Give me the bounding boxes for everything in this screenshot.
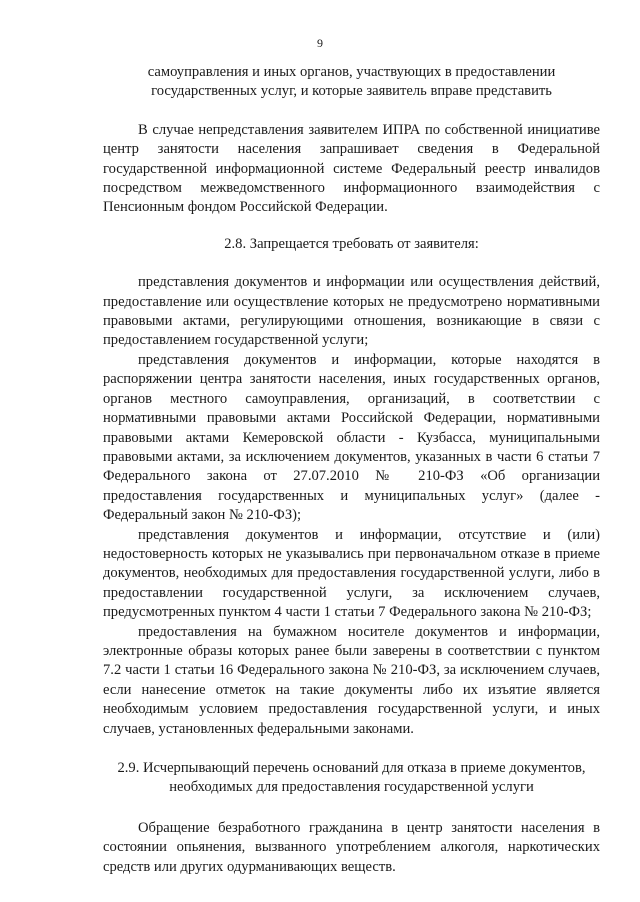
page-number: 9 [317, 36, 323, 50]
list-item-prohibition-3: представления документов и информации, отсутствие и (или) недостоверность которых не указывались при первоначальном отказе в приеме документов, необходимых для предоставления государственной услуги, либо в предоставлении государственной услуги, за исключением случаев, предусмотренных пунктом 4 части 1 статьи 7 Федерального закона № 210-ФЗ; [103, 526, 600, 621]
list-item-prohibition-1: представления документов и информации или осуществления действий, предоставление или осуществление которых не предусмотрено нормативными правовыми актами, регулирующими отношения, возникающие в связи с предоставлением государственной услуги; [103, 274, 600, 349]
list-item-prohibition-4: предоставления на бумажном носителе документов и информации, электронные образы которых ранее были заверены в соответствии с пунктом 7.2 части 1 статьи 16 Федерального закона № 210-ФЗ, за исключением случаев, если нанесение отметок на такие документы либо их изъятие является необходимым условием предоставления государственной услуги, и иных случаев, установленных федеральными законами. [103, 623, 600, 737]
paragraph-ipra-request: В случае непредставления заявителем ИПРА по собственной инициативе центр занятости населения запрашивает сведения в Федеральной государственной информационной системе Федеральный реестр инвалидов посредством межведомственного информационного взаимодействия с Пенсионным фондом Российской Федерации. [103, 121, 600, 216]
section-2-9-heading-line-1: 2.9. Исчерпывающий перечень оснований для отказа в приеме документов, [117, 760, 586, 776]
section-2-8-heading: 2.8. Запрещается требовать от заявителя: [224, 235, 479, 252]
section-2-9-heading-line-2: необходимых для предоставления государственной услуги [169, 779, 534, 796]
paragraph-refusal-ground: Обращение безработного гражданина в центр занятости населения в состоянии опьянения, вызванного употреблением алкоголя, наркотических средств или других одурманивающих веществ. [103, 819, 600, 875]
document-body [103, 63, 600, 877]
intro-heading-line-2: государственных услуг, и которые заявитель вправе представить [151, 83, 552, 100]
intro-heading-line-1: самоуправления и иных органов, участвующих в предоставлении [147, 64, 556, 80]
list-item-prohibition-2: представления документов и информации, которые находятся в распоряжении центра занятости населения, иных государственных органов, органов местного самоуправления, организаций, в соответствии с нормативными правовыми актами Российской Федерации, нормативными правовыми актами Кемеровской области - Кузбасса, муниципальными правовыми актами, за исключением документов, указанных в части 6 статьи 7 Федерального закона от 27.07.2010 № 210-ФЗ «Об организации предоставления государственных и муниципальных услуг» (далее - Федеральный закон № 210-ФЗ); [103, 351, 600, 524]
